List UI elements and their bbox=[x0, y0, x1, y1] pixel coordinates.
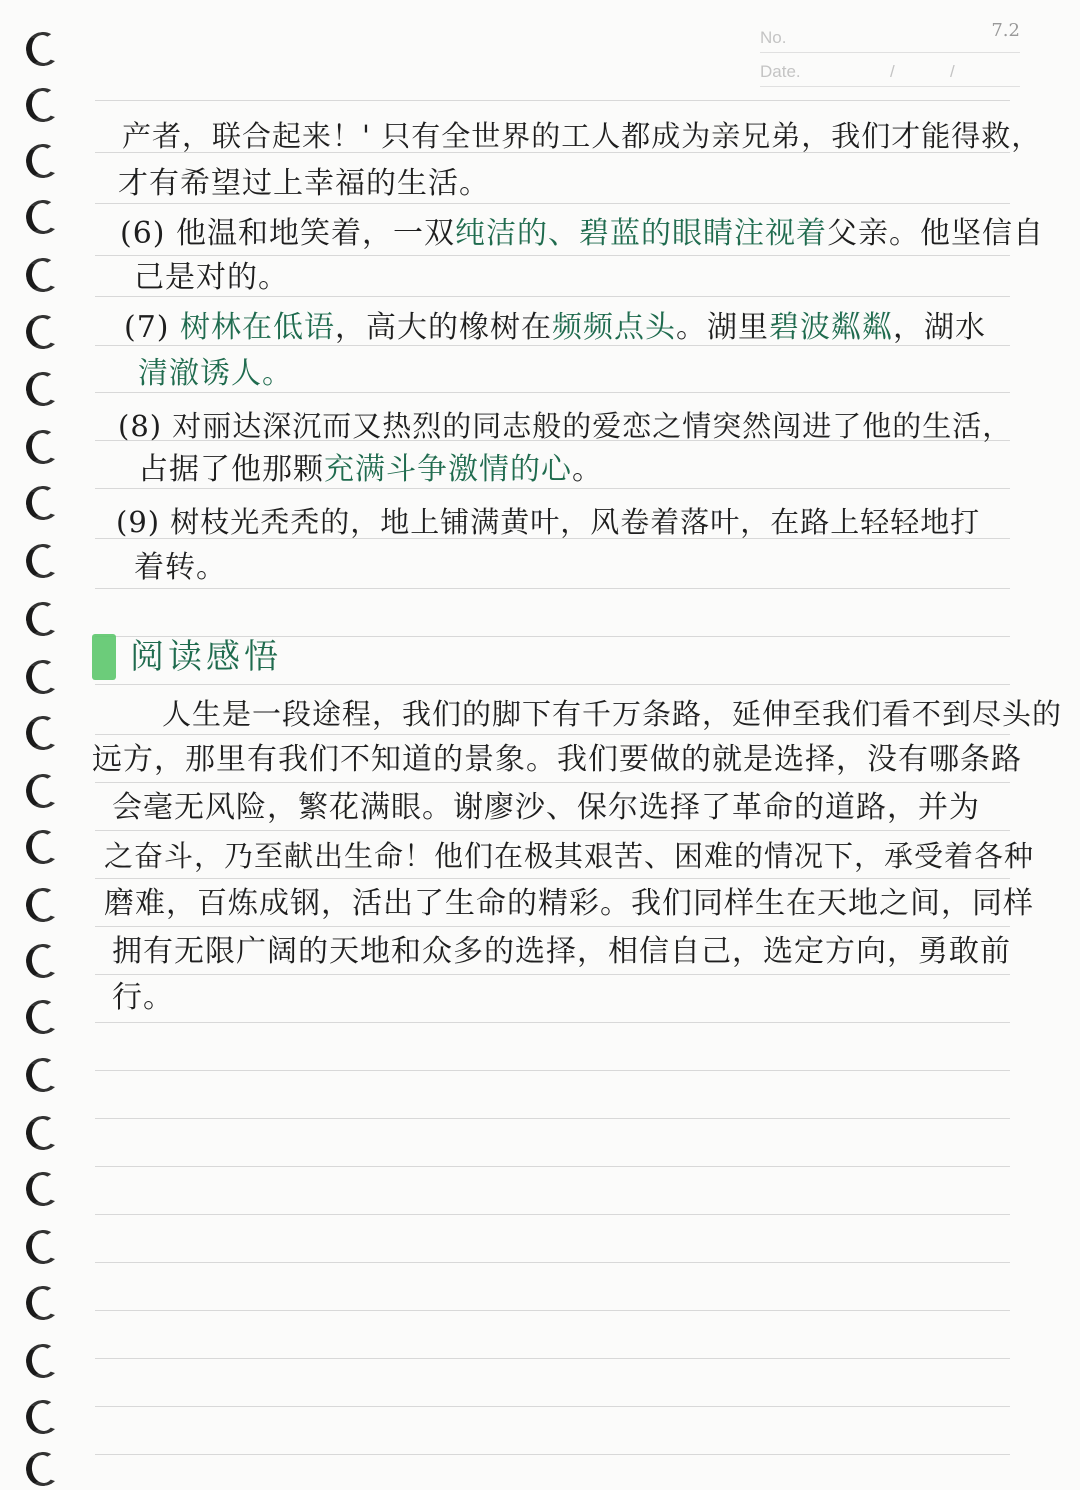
binding-ring bbox=[24, 1114, 62, 1152]
binding-ring bbox=[24, 30, 62, 68]
ruled-line bbox=[95, 488, 1010, 489]
highlighted-phrase: 充满斗争激情的心 bbox=[324, 452, 572, 487]
ruled-line bbox=[95, 878, 1010, 879]
binding-ring bbox=[24, 484, 62, 522]
binding-ring bbox=[24, 1056, 62, 1094]
ruled-line bbox=[95, 1118, 1010, 1119]
binding-ring bbox=[24, 658, 62, 696]
text-segment: 。 bbox=[572, 452, 603, 487]
highlighted-line: 清澈诱人。 bbox=[138, 356, 293, 391]
text-segment: 。湖里 bbox=[676, 310, 770, 345]
example-6-prefix: (6) 他温和地笑着，一双 bbox=[120, 216, 456, 251]
ruled-line bbox=[95, 782, 1010, 783]
paragraph-line: 拥有无限广阔的天地和众多的选择，相信自己，选定方向，勇敢前 bbox=[112, 934, 1011, 969]
ruled-line bbox=[95, 974, 1010, 975]
text-segment: 占据了他那颗 bbox=[138, 452, 324, 487]
ruled-line bbox=[95, 734, 1010, 735]
ruled-line bbox=[95, 392, 1010, 393]
text-line bbox=[138, 452, 603, 488]
text-line bbox=[124, 310, 986, 346]
ruled-line bbox=[95, 1166, 1010, 1167]
date-label: Date. bbox=[760, 62, 801, 81]
highlighted-phrase: 频频点头 bbox=[552, 310, 677, 345]
ruled-line bbox=[95, 1310, 1010, 1311]
ruled-line bbox=[95, 1406, 1010, 1407]
ruled-line bbox=[95, 1022, 1010, 1023]
binding-ring bbox=[24, 1450, 62, 1488]
binding-ring bbox=[24, 370, 62, 408]
page-number: 7.2 bbox=[991, 20, 1020, 41]
binding-ring bbox=[24, 886, 62, 924]
section-title: 阅读感悟 bbox=[130, 637, 282, 677]
paragraph-line: 之奋斗，乃至献出生命！他们在极其艰苦、困难的情况下，承受着各种 bbox=[104, 839, 1035, 873]
text-segment: ，高大的橡树在 bbox=[335, 310, 553, 345]
paragraph-line: 远方，那里有我们不知道的景象。我们要做的就是选择，没有哪条路 bbox=[92, 742, 1022, 777]
binding-ring bbox=[24, 772, 62, 810]
ruled-line bbox=[95, 296, 1010, 297]
text-line: (9) 树枝光秃秃的，地上铺满黄叶，风卷着落叶，在路上轻轻地打 bbox=[116, 505, 981, 539]
text-line: 才有希望过上幸福的生活。 bbox=[118, 166, 490, 201]
paragraph-line: 人生是一段途程，我们的脚下有千万条路，延伸至我们看不到尽头的 bbox=[162, 697, 1063, 731]
text-line: (8) 对丽达深沉而又热烈的同志般的爱恋之情突然闯进了他的生活， bbox=[118, 409, 1013, 443]
ruled-line bbox=[95, 1214, 1010, 1215]
text-line: 产者，联合起来！' 只有全世界的工人都成为亲兄弟，我们才能得救， bbox=[122, 119, 1042, 153]
paragraph-line: 会毫无风险，繁花满眼。谢廖沙、保尔选择了革命的道路，并为 bbox=[112, 790, 980, 825]
binding-ring bbox=[24, 1284, 62, 1322]
ruled-line bbox=[95, 203, 1010, 204]
spiral-binding bbox=[0, 0, 70, 1490]
text-segment: ，湖水 bbox=[893, 310, 987, 345]
binding-ring bbox=[24, 1170, 62, 1208]
binding-ring bbox=[24, 600, 62, 638]
number-label: No. bbox=[760, 28, 787, 47]
ruled-line bbox=[95, 684, 1010, 685]
binding-ring bbox=[24, 313, 62, 351]
binding-ring bbox=[24, 998, 62, 1036]
text-line: 己是对的。 bbox=[134, 260, 289, 295]
ruled-line bbox=[95, 926, 1010, 927]
binding-ring bbox=[24, 714, 62, 752]
ruled-line bbox=[95, 588, 1010, 589]
binding-ring bbox=[24, 1342, 62, 1380]
binding-ring bbox=[24, 828, 62, 866]
binding-ring bbox=[24, 542, 62, 580]
binding-ring bbox=[24, 198, 62, 236]
ruled-line bbox=[95, 830, 1010, 831]
ruled-line bbox=[95, 1358, 1010, 1359]
binding-ring bbox=[24, 1398, 62, 1436]
example-7-prefix: (7) bbox=[124, 310, 181, 345]
ruled-line bbox=[95, 100, 1010, 101]
date-separator: / bbox=[890, 62, 895, 81]
highlighted-phrase: 碧波粼粼 bbox=[769, 310, 894, 345]
ruled-line bbox=[95, 1454, 1010, 1455]
header-rule bbox=[760, 86, 1020, 87]
highlighted-phrase: 树林在低语 bbox=[180, 310, 336, 345]
ruled-line bbox=[95, 1262, 1010, 1263]
binding-ring bbox=[24, 256, 62, 294]
binding-ring bbox=[24, 942, 62, 980]
page-header bbox=[760, 20, 1020, 90]
ruled-line bbox=[95, 255, 1010, 256]
header-rule bbox=[760, 52, 1020, 53]
highlighter-mark bbox=[92, 634, 116, 680]
binding-ring bbox=[24, 428, 62, 466]
binding-ring bbox=[24, 1228, 62, 1266]
highlighted-phrase: 纯洁的、碧蓝的眼睛注视着 bbox=[455, 216, 828, 251]
text-line bbox=[120, 216, 1044, 252]
binding-ring bbox=[24, 142, 62, 180]
binding-ring bbox=[24, 86, 62, 124]
paragraph-line: 磨难，百炼成钢，活出了生命的精彩。我们同样生在天地之间，同样 bbox=[104, 886, 1034, 921]
date-separator: / bbox=[950, 62, 955, 81]
text-line: 着转。 bbox=[134, 550, 227, 585]
paragraph-line: 行。 bbox=[112, 980, 174, 1015]
ruled-line bbox=[95, 1070, 1010, 1071]
text-segment: 父亲。他坚信自 bbox=[827, 216, 1045, 251]
